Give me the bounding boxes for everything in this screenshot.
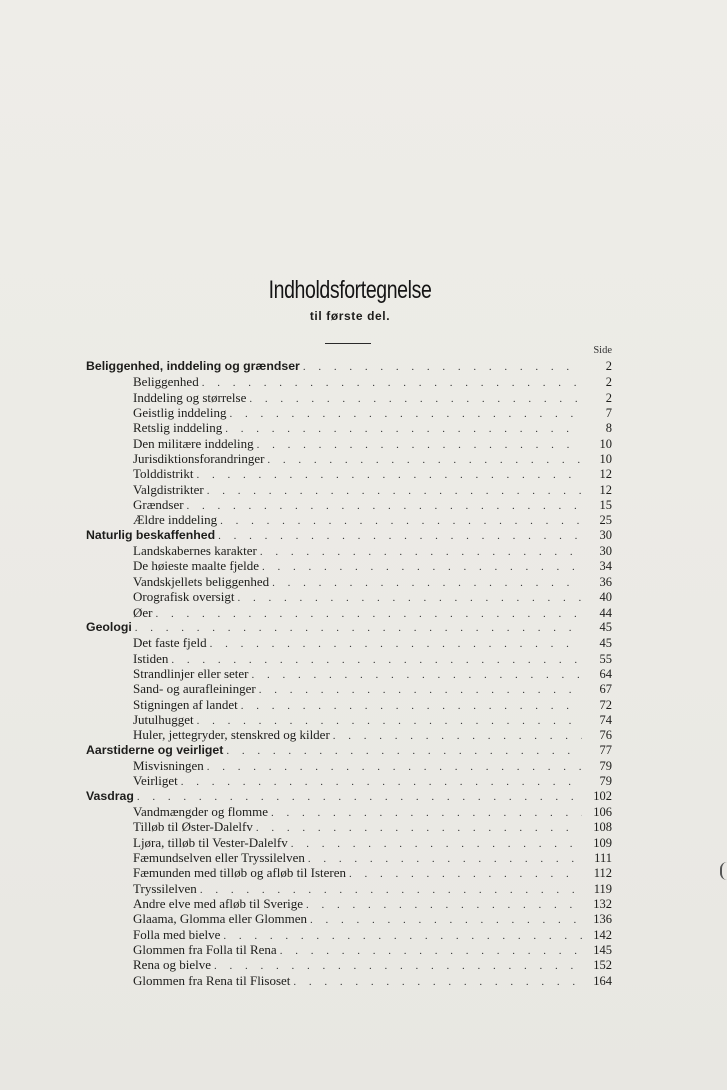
toc-entry[interactable] [86, 697, 612, 712]
toc-entry-label: Vandmængder og flomme [133, 803, 269, 819]
toc-entry[interactable] [86, 835, 612, 850]
dot-leader [293, 975, 582, 988]
dot-leader [237, 591, 582, 604]
dot-leader [218, 529, 582, 543]
toc-entry[interactable] [86, 589, 612, 604]
toc-entry-page-number: 2 [605, 390, 612, 405]
dot-leader [256, 821, 582, 834]
toc-entry-label: Valgdistrikter [133, 481, 204, 497]
toc-entry-page-number: 12 [599, 482, 612, 497]
toc-entry-label: Tilløb til Øster-Dalelfv [133, 819, 253, 835]
toc-entry-page-number: 112 [593, 866, 612, 881]
toc-entry-page-number: 76 [599, 728, 612, 743]
dot-leader [225, 422, 582, 435]
dot-leader [310, 913, 582, 926]
toc-entry-label: Stigningen af landet [133, 696, 238, 712]
toc-entry-page-number: 106 [593, 804, 612, 819]
dot-leader [259, 683, 582, 696]
dot-leader [303, 360, 582, 374]
toc-entry-label: Beliggenhed [133, 374, 199, 390]
toc-entry[interactable] [86, 374, 612, 389]
toc-entry-page-number: 64 [599, 666, 612, 681]
toc-entry[interactable] [86, 543, 612, 558]
toc-entry-label: Aarstiderne og veirliget [86, 742, 224, 757]
toc-entry[interactable] [86, 865, 612, 880]
page-title: Indholdsfortegnelse [268, 276, 432, 304]
toc-entry[interactable] [86, 666, 612, 681]
toc-entry-page-number: 12 [599, 467, 612, 482]
toc-entry[interactable] [86, 651, 612, 666]
toc-entry[interactable] [86, 497, 612, 512]
toc-entry-label: Strandlinjer eller seter [133, 665, 249, 681]
dot-leader [223, 929, 582, 942]
dot-leader [137, 790, 582, 804]
toc-entry-label: Ældre inddeling [133, 512, 218, 528]
page-subtitle: til første del. [309, 309, 391, 323]
toc-entry-label: Jutulhugget [133, 711, 194, 727]
toc-entry-page-number: 15 [599, 498, 612, 513]
toc-entry-page-number: 30 [599, 544, 612, 559]
toc-entry[interactable] [86, 574, 612, 589]
toc-entry-page-number: 79 [599, 774, 612, 789]
toc-entry-page-number: 136 [593, 912, 612, 927]
toc-entry-label: Tryssilelven [133, 880, 197, 896]
dot-leader [135, 621, 582, 635]
table-of-contents [86, 359, 612, 988]
toc-entry-page-number: 36 [599, 574, 612, 589]
toc-entry[interactable] [86, 712, 612, 727]
dot-leader [207, 484, 582, 497]
toc-entry[interactable] [86, 558, 612, 573]
toc-entry-label: Glommen fra Rena til Flisoset [133, 972, 291, 988]
toc-entry[interactable] [86, 804, 612, 819]
toc-entry[interactable] [86, 896, 612, 911]
dot-leader [306, 898, 582, 911]
toc-entry-label: Misvisningen [133, 757, 204, 773]
toc-entry-page-number: 109 [593, 835, 612, 850]
toc-entry-page-number: 119 [593, 881, 612, 896]
toc-entry-label: Glaama, Glomma eller Glommen [133, 911, 308, 927]
dot-leader [214, 959, 582, 972]
dot-leader [272, 576, 582, 589]
page-column-label: Side [593, 345, 612, 356]
toc-section-entry[interactable] [86, 743, 612, 758]
toc-entry-label: Orografisk oversigt [133, 589, 235, 605]
toc-entry-page-number: 77 [599, 742, 612, 757]
toc-entry[interactable] [86, 727, 612, 742]
dot-leader [280, 944, 582, 957]
toc-entry-label: Grændser [133, 497, 184, 513]
toc-entry-page-number: 10 [599, 436, 612, 451]
toc-entry[interactable] [86, 635, 612, 650]
toc-entry[interactable] [86, 773, 612, 788]
toc-entry[interactable] [86, 451, 612, 466]
toc-entry[interactable] [86, 927, 612, 942]
toc-entry-page-number: 132 [593, 897, 612, 912]
toc-section-entry[interactable] [86, 359, 612, 374]
dot-leader [226, 744, 582, 758]
toc-entry-page-number: 45 [599, 636, 612, 651]
toc-entry-label: Veirliget [133, 773, 178, 789]
toc-entry-label: Folla med bielve [133, 926, 221, 942]
toc-entry-page-number: 142 [593, 927, 612, 942]
dot-leader [207, 760, 582, 773]
title-divider [325, 343, 371, 344]
dot-leader [220, 514, 582, 527]
dot-leader [260, 545, 582, 558]
toc-entry-page-number: 152 [593, 958, 612, 973]
toc-entry-page-number: 67 [599, 682, 612, 697]
toc-entry-label: Beliggenhed, inddeling og grændser [86, 359, 300, 373]
toc-entry-page-number: 8 [605, 421, 612, 436]
dot-leader [271, 806, 582, 819]
toc-entry-page-number: 102 [593, 788, 612, 803]
toc-entry-label: Inddeling og størrelse [133, 389, 247, 405]
toc-entry[interactable] [86, 850, 612, 865]
toc-entry-label: Vasdrag [86, 788, 134, 803]
toc-entry-label: Istiden [133, 650, 169, 666]
toc-entry-page-number: 55 [599, 651, 612, 666]
toc-entry-label: Huler, jettegryder, stenskred og kilder [133, 727, 330, 743]
dot-leader [291, 837, 582, 850]
dot-leader [308, 852, 582, 865]
toc-entry-page-number: 10 [599, 452, 612, 467]
dot-leader [349, 867, 582, 880]
toc-entry[interactable] [86, 819, 612, 834]
toc-entry-page-number: 111 [594, 851, 612, 865]
dot-leader [241, 699, 582, 712]
toc-entry-label: Fæmunden med tilløb og afløb til Isteren [133, 865, 347, 881]
toc-entry-label: Jurisdiktionsforandringer [133, 451, 265, 467]
page-edge-mark [720, 862, 727, 880]
dot-leader [249, 392, 582, 405]
toc-entry-page-number: 2 [605, 375, 612, 390]
toc-entry-label: Fæmundselven eller Tryssilelven [133, 850, 305, 865]
dot-leader [197, 714, 582, 727]
toc-entry-page-number: 72 [599, 697, 612, 712]
toc-entry-label: Andre elve med afløb til Sverige [133, 896, 304, 912]
toc-entry[interactable] [86, 605, 612, 620]
toc-entry-page-number: 7 [605, 406, 612, 421]
dot-leader [196, 468, 582, 481]
toc-entry[interactable] [86, 681, 612, 696]
toc-entry-label: Glommen fra Folla til Rena [133, 942, 277, 958]
toc-entry[interactable] [86, 405, 612, 420]
dot-leader [252, 668, 582, 681]
toc-entry-label: Landskabernes karakter [133, 543, 257, 559]
toc-entry-label: Geistlig inddeling [133, 405, 227, 421]
dot-leader [257, 438, 582, 451]
dot-leader [262, 560, 582, 573]
dot-leader [210, 637, 582, 650]
toc-entry-page-number: 79 [599, 758, 612, 773]
toc-entry-label: De høieste maalte fjelde [133, 558, 259, 574]
dot-leader [187, 499, 582, 512]
dot-leader [156, 607, 583, 620]
toc-entry[interactable] [86, 512, 612, 527]
dot-leader [267, 453, 582, 466]
dot-leader [202, 376, 582, 389]
toc-entry-label: Øer [133, 604, 153, 620]
toc-entry[interactable] [86, 973, 612, 988]
toc-entry-label: Rena og bielve [133, 957, 211, 973]
toc-entry-label: Naturlig beskaffenhed [86, 527, 216, 542]
toc-entry-page-number: 74 [599, 712, 612, 727]
toc-entry[interactable] [86, 758, 612, 773]
toc-entry[interactable] [86, 466, 612, 481]
toc-entry-page-number: 2 [605, 359, 612, 373]
dot-leader [333, 729, 582, 742]
toc-entry[interactable] [86, 436, 612, 451]
toc-entry-page-number: 108 [593, 820, 612, 835]
toc-entry-label: Det faste fjeld [133, 635, 207, 651]
toc-entry-page-number: 30 [599, 527, 612, 542]
toc-entry[interactable] [86, 911, 612, 926]
toc-section-entry[interactable] [86, 528, 612, 543]
toc-entry-label: Retslig inddeling [133, 420, 223, 436]
toc-section-entry[interactable] [86, 789, 612, 804]
toc-entry-label: Geologi [86, 619, 132, 634]
toc-entry-page-number: 45 [599, 619, 612, 634]
toc-entry[interactable] [86, 957, 612, 972]
dot-leader [171, 653, 582, 666]
toc-entry-page-number: 145 [593, 943, 612, 958]
toc-entry-page-number: 164 [593, 973, 612, 988]
dot-leader [181, 775, 582, 788]
toc-entry[interactable] [86, 942, 612, 957]
toc-entry-page-number: 44 [599, 605, 612, 620]
toc-entry[interactable] [86, 482, 612, 497]
toc-entry-page-number: 34 [599, 559, 612, 574]
toc-entry-label: Ljøra, tilløb til Vester-Dalelfv [133, 834, 288, 850]
toc-section-entry[interactable] [86, 620, 612, 635]
toc-entry[interactable] [86, 881, 612, 896]
toc-entry-label: Sand- og aurafleininger [133, 681, 256, 697]
toc-entry-page-number: 40 [599, 590, 612, 605]
dot-leader [200, 883, 582, 896]
toc-entry-label: Tolddistrikt [133, 466, 194, 482]
toc-entry[interactable] [86, 390, 612, 405]
toc-entry[interactable] [86, 420, 612, 435]
toc-entry-label: Den militære inddeling [133, 435, 254, 451]
toc-entry-page-number: 25 [599, 513, 612, 528]
dot-leader [230, 407, 582, 420]
toc-entry-label: Vandskjellets beliggenhed [133, 573, 270, 589]
